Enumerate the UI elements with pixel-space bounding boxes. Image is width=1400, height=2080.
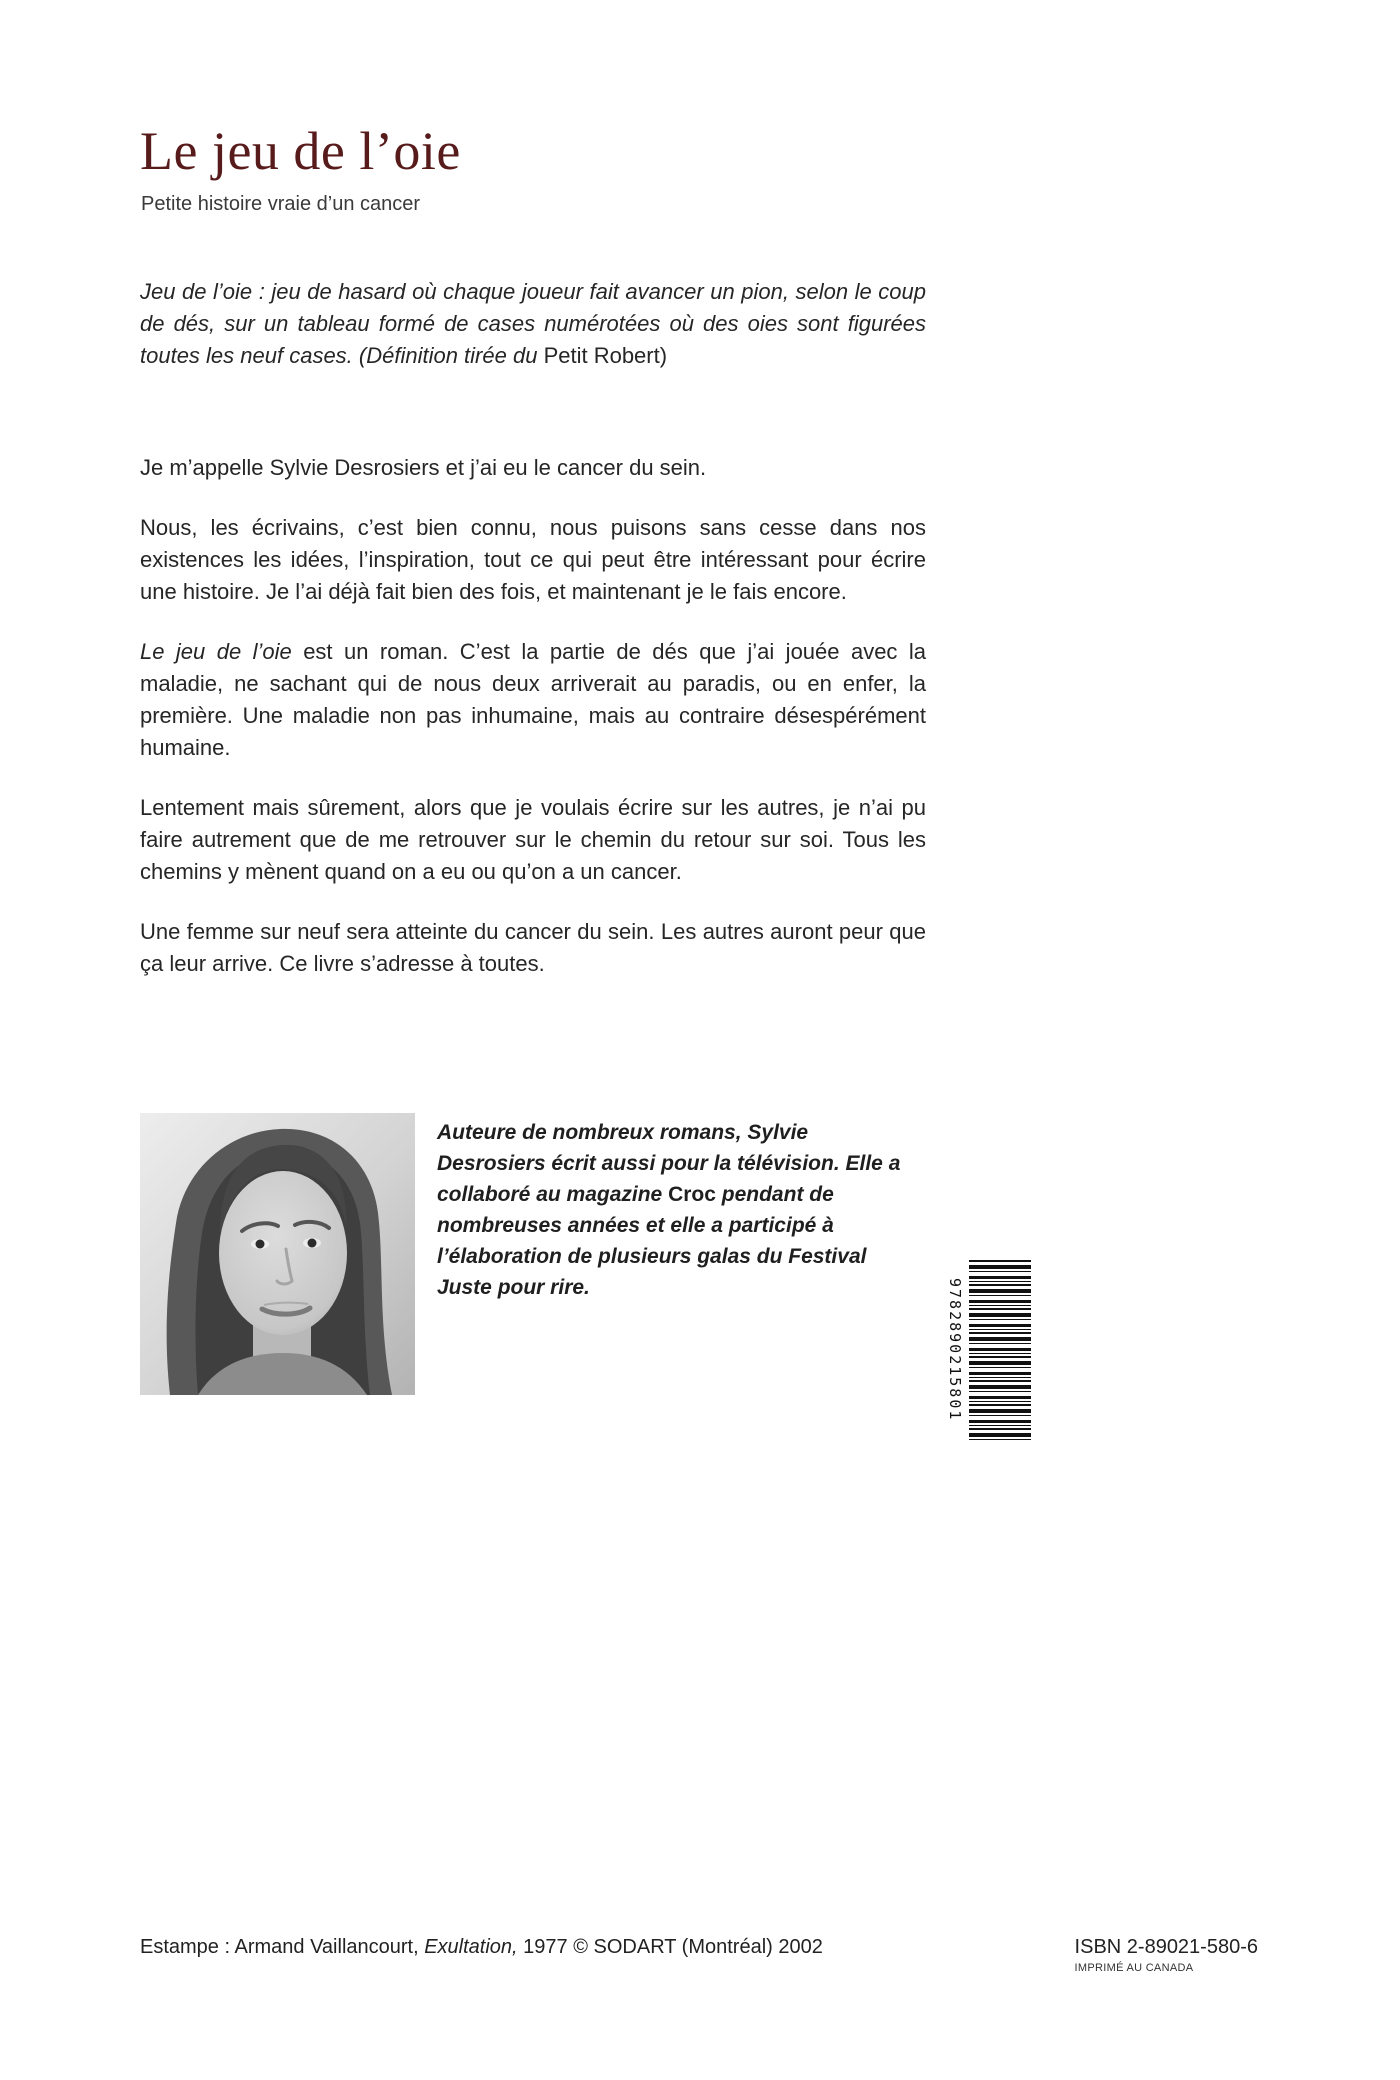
definition-paragraph: [140, 276, 926, 372]
author-photo: [140, 1113, 415, 1395]
book-title-inline: Le jeu de l’oie: [140, 639, 292, 664]
print-credit: [140, 1936, 823, 1959]
barcode-number: 9782890215801: [946, 1278, 964, 1422]
author-section: [140, 1113, 930, 1395]
isbn: ISBN 2-89021-580-6: [1074, 1936, 1258, 1958]
body-text: [140, 452, 926, 1008]
definition-roman-text: Petit Robert): [537, 343, 668, 368]
body-paragraph: Lentement mais sûrement, alors que je voulais écrire sur les autres, je n’ai pu faire autrement que de me retrouver sur le chemin du retour sur soi. Tous les chemins y mènent quand on a eu ou qu’on a un cancer.: [140, 795, 926, 884]
book-subtitle: Petite histoire vraie d’un cancer: [141, 193, 421, 215]
printed-in-canada: IMPRIMÉ AU CANADA: [1074, 1962, 1194, 1974]
author-portrait-image: [140, 1113, 415, 1395]
artwork-title: Exultation,: [424, 1936, 518, 1958]
body-paragraph: [140, 636, 926, 764]
paragraph-text: est un roman. C’est la partie de dés que j’ai jouée avec la maladie, ne sachant qui de nous deux arriverait au paradis, ou en enfer, la première. Une maladie non pas inhumaine, mais au contraire désespérément humaine.: [140, 639, 926, 760]
credit-text: 1977 © SODART (Montréal) 2002: [517, 1936, 823, 1958]
author-bio: [437, 1117, 915, 1303]
footer: [140, 1936, 1258, 1974]
body-paragraph: Nous, les écrivains, c’est bien connu, nous puisons sans cesse dans nos existences les idées, l’inspiration, tout ce qui peut être intéressant pour écrire une histoire. Je l’ai déjà fait bien des fois, et maintenant je le fais encore.: [140, 515, 926, 604]
body-paragraph: Je m’appelle Sylvie Desrosiers et j’ai eu le cancer du sein.: [140, 455, 707, 480]
bio-text: Auteure de nombreux romans, Sylvie Desrosiers écrit aussi pour la télévision. Elle a collaboré au magazine: [437, 1121, 901, 1206]
barcode-bars: [969, 1260, 1031, 1440]
body-paragraph: Une femme sur neuf sera atteinte du cancer du sein. Les autres auront peur que ça leur arrive. Ce livre s’adresse à toutes.: [140, 919, 926, 976]
bio-text: pendant de nombreuses années et elle a participé à l’élaboration de plusieurs galas du Festival Juste pour rire.: [437, 1183, 867, 1299]
credit-text: Estampe : Armand Vaillancourt,: [140, 1936, 425, 1958]
book-title: Le jeu de l’oie: [140, 121, 461, 181]
barcode: [946, 1260, 1031, 1440]
isbn-block: [1075, 1936, 1258, 1974]
definition-italic-text: Jeu de l’oie : jeu de hasard où chaque joueur fait avancer un pion, selon le coup de dés, sur un tableau formé de cases numérotées où des oies sont figurées toutes les neuf cases. (Définition tirée du: [140, 279, 926, 368]
magazine-name: Croc: [668, 1183, 716, 1206]
